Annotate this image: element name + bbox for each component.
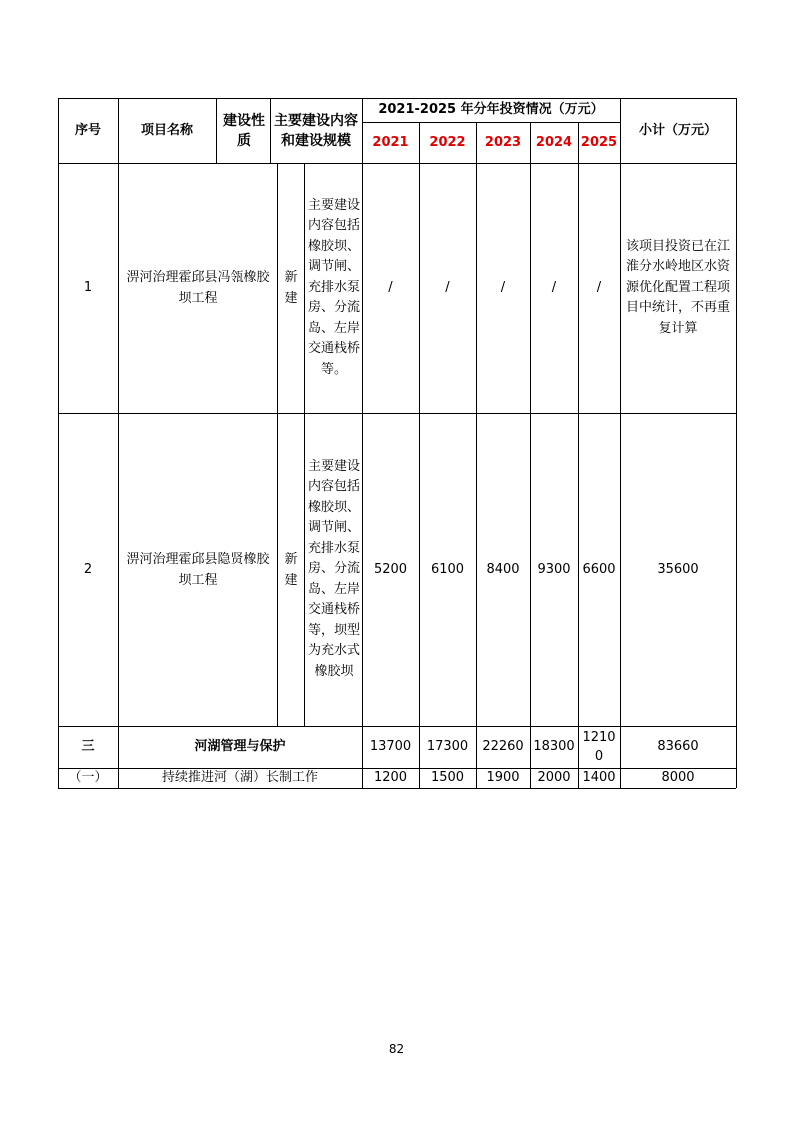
table-border-right bbox=[736, 98, 737, 788]
row2-seq: 2 bbox=[83, 561, 93, 577]
row1-project-name: 淠河治理霍邱县冯瓴橡胶坝工程 bbox=[126, 270, 270, 306]
section-seq: 三 bbox=[81, 739, 95, 754]
header-project-name: 项目名称 bbox=[140, 122, 193, 138]
row1-seq: 1 bbox=[83, 280, 93, 295]
section-value-2025: 12100 bbox=[582, 730, 616, 764]
row1-content: 主要建设内容包括橡胶坝、调节闸、充排水泵房、分流岛、左岸交通栈桥等。 bbox=[308, 197, 361, 377]
row2-project-name: 淠河治理霍邱县隐贤橡胶坝工程 bbox=[126, 551, 270, 588]
section-subtotal: 83660 bbox=[657, 739, 699, 754]
subsection-name: 持续推进河（湖）长制工作 bbox=[161, 770, 318, 785]
subsection-seq: （一） bbox=[68, 770, 108, 785]
header-year-2024: 2024 bbox=[535, 134, 573, 150]
row2-value-2022: 6100 bbox=[430, 561, 465, 577]
header-invest-group: 2021-2025 年分年投资情况（万元） bbox=[378, 102, 604, 117]
row1-subtotal: 该项目投资已在江淮分水岭地区水资源优化配置工程项目中统计，不再重复计算 bbox=[626, 238, 731, 336]
section-value-2021: 13700 bbox=[369, 739, 412, 754]
header-content: 主要建设内容和建设规模 bbox=[274, 112, 358, 149]
section-value-2023: 22260 bbox=[482, 739, 524, 754]
header-seq: 序号 bbox=[74, 122, 101, 138]
row1-value-2021: / bbox=[388, 280, 393, 295]
header-year-2021: 2021 bbox=[372, 134, 409, 150]
grid-line bbox=[277, 163, 278, 726]
subsection-value-2021: 1200 bbox=[373, 770, 408, 785]
row1-value-2025: / bbox=[596, 280, 602, 295]
grid-line bbox=[270, 98, 271, 163]
header-year-2022: 2022 bbox=[429, 134, 466, 150]
row2-subtotal: 35600 bbox=[657, 561, 699, 577]
investment-table bbox=[58, 98, 736, 788]
subsection-subtotal: 8000 bbox=[661, 770, 695, 785]
table-border-bottom bbox=[58, 788, 736, 789]
subsection-value-2023: 1900 bbox=[486, 770, 520, 785]
row2-value-2021: 5200 bbox=[373, 561, 408, 577]
section-value-2024: 18300 bbox=[533, 739, 575, 754]
row1-value-2023: / bbox=[500, 280, 506, 295]
header-nature: 建设性质 bbox=[223, 112, 265, 149]
row2-nature: 新建 bbox=[284, 551, 298, 588]
header-year-2025: 2025 bbox=[580, 134, 618, 150]
subsection-value-2024: 2000 bbox=[537, 770, 571, 785]
grid-line bbox=[118, 98, 119, 788]
grid-line bbox=[304, 163, 305, 726]
row2-value-2023: 8400 bbox=[486, 561, 520, 577]
section-name: 河湖管理与保护 bbox=[194, 739, 286, 754]
subsection-value-2025: 1400 bbox=[582, 770, 616, 785]
row1-value-2022: / bbox=[445, 280, 450, 295]
subsection-value-2022: 1500 bbox=[430, 770, 465, 785]
header-year-2023: 2023 bbox=[484, 134, 522, 150]
row1-nature: 新建 bbox=[284, 270, 298, 306]
row2-content: 主要建设内容包括橡胶坝、调节闸、充排水泵房、分流岛、左岸交通栈桥等，坝型为充水式橡胶坝 bbox=[308, 458, 361, 679]
page-number: 82 bbox=[388, 1042, 405, 1056]
row1-value-2024: / bbox=[551, 280, 557, 295]
section-value-2022: 17300 bbox=[426, 739, 469, 754]
grid-line bbox=[216, 98, 217, 163]
header-subtotal: 小计（万元） bbox=[638, 122, 717, 138]
row2-value-2025: 6600 bbox=[582, 561, 616, 577]
row2-value-2024: 9300 bbox=[537, 561, 571, 577]
